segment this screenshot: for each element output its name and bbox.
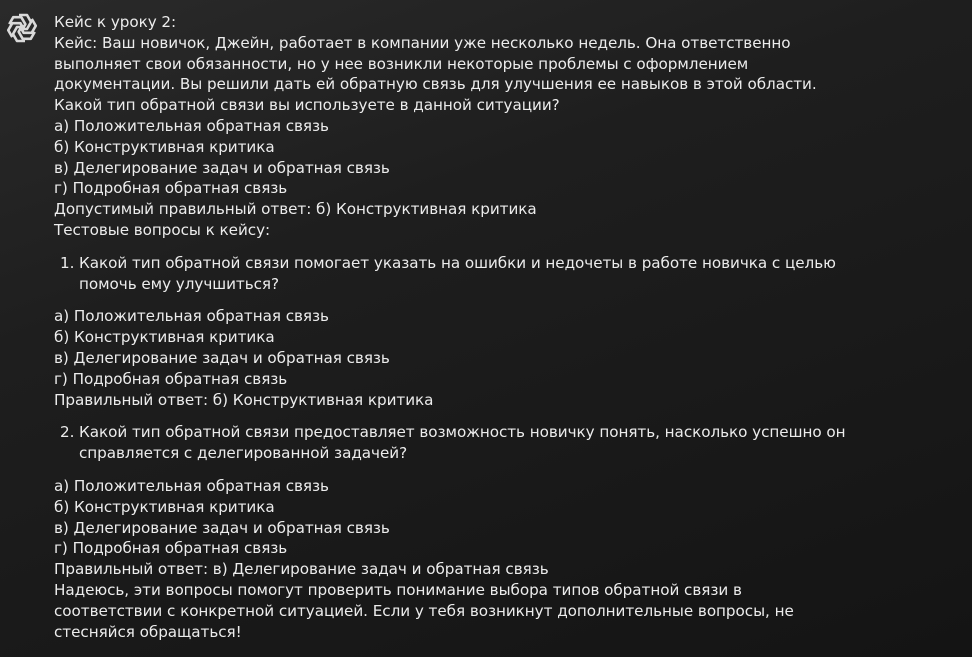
question-option: б) Конструктивная критика <box>54 497 275 516</box>
case-answer: Допустимый правильный ответ: б) Конструктивная критика <box>54 200 537 219</box>
case-option: б) Конструктивная критика <box>54 137 275 156</box>
question-option: а) Положительная обратная связь <box>54 476 329 495</box>
case-option: г) Подробная обратная связь <box>54 179 288 198</box>
question-text-line: Какой тип обратной связи предоставляет возможность новичку понять, насколько успешно он <box>79 423 846 442</box>
question-option: б) Конструктивная критика <box>54 328 275 347</box>
case-option: а) Положительная обратная связь <box>54 116 329 135</box>
question-option: г) Подробная обратная связь <box>54 539 288 558</box>
question-text-line: Какой тип обратной связи помогает указать на ошибки и недочеты в работе новичка с целью <box>79 253 836 272</box>
question-list <box>54 422 964 464</box>
question-number: 1. <box>60 253 75 272</box>
case-intro: Кейс к уроку 2: <box>54 13 177 31</box>
question-option: в) Делегирование задач и обратная связь <box>54 518 390 537</box>
question-text-line: помочь ему улучшиться? <box>79 274 280 293</box>
closing-text-line: соответствии с конкретной ситуацией. Если у тебя возникнут дополнительные вопросы, не <box>54 601 794 620</box>
case-text-line: выполняет свои обязанности, но у нее возникли некоторые проблемы с оформлением <box>54 54 749 73</box>
question-text-line: справляется с делегированной задачей? <box>79 444 408 463</box>
question-item <box>54 422 964 464</box>
case-option: в) Делегирование задач и обратная связь <box>54 158 390 177</box>
question-option: в) Делегирование задач и обратная связь <box>54 348 390 367</box>
message-content <box>54 12 964 642</box>
question-answer: Правильный ответ: б) Конструктивная критика <box>54 390 434 409</box>
question-item <box>54 253 964 295</box>
question-list <box>54 253 964 295</box>
question-option: а) Положительная обратная связь <box>54 307 329 326</box>
closing-text-line: стесняйся обращаться! <box>54 622 242 641</box>
question-answer: Правильный ответ: в) Делегирование задач и обратная связь <box>54 560 549 579</box>
openai-logo-icon <box>2 8 42 48</box>
question-number: 2. <box>60 423 75 442</box>
case-text-line: документации. Вы решили дать ей обратную связь для улучшения ее навыков в этой области. <box>54 75 817 94</box>
question-option: г) Подробная обратная связь <box>54 369 288 388</box>
case-text-line: Кейс: Ваш новичок, Джейн, работает в компании уже несколько недель. Она ответственно <box>54 33 791 52</box>
case-question: Какой тип обратной связи вы используете в данной ситуации? <box>54 96 560 115</box>
closing-text-line: Надеюсь, эти вопросы помогут проверить понимание выбора типов обратной связи в <box>54 580 742 599</box>
tests-title: Тестовые вопросы к кейсу: <box>54 220 271 239</box>
